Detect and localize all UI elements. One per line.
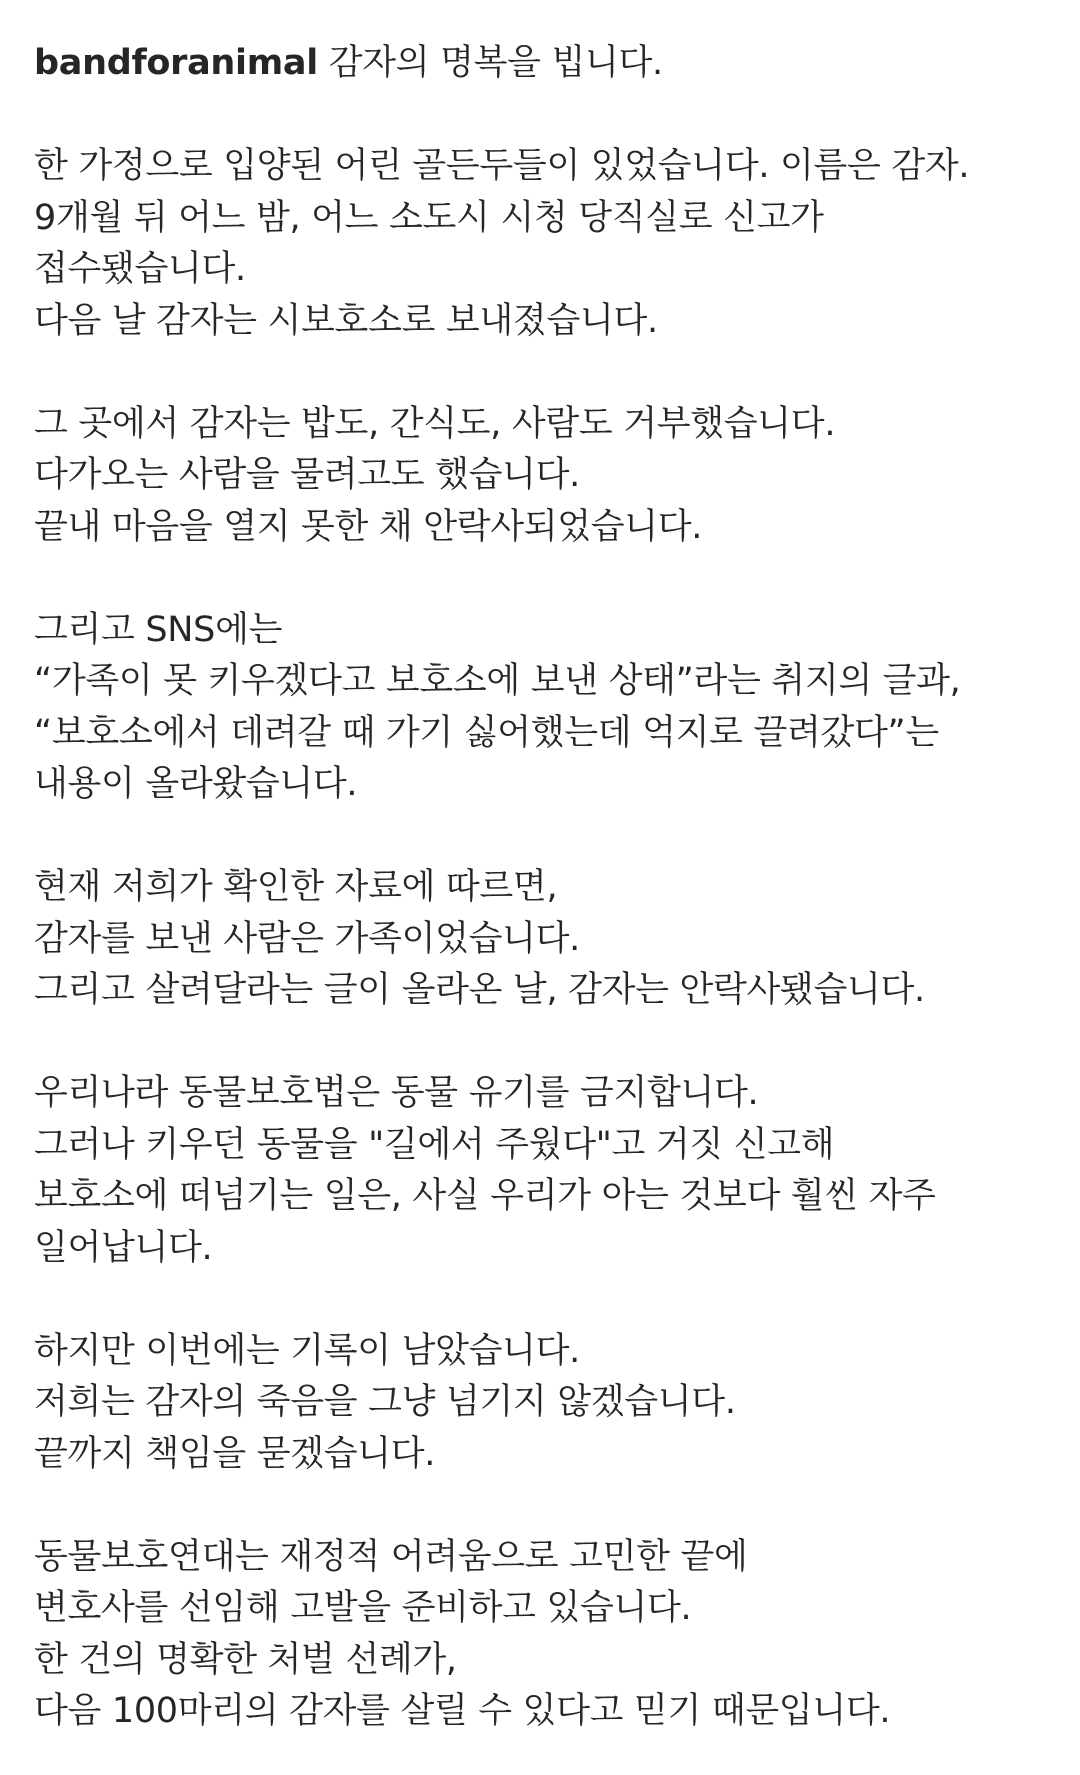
paragraph-gap [34, 347, 1054, 399]
caption-line: 우리나라 동물보호법은 동물 유기를 금지합니다. [34, 1073, 759, 1113]
paragraph-gap [34, 1480, 1054, 1532]
paragraph-3 [34, 605, 1054, 811]
paragraph-gap [34, 1017, 1054, 1069]
caption-line: 끝내 마음을 열지 못한 채 안락사되었습니다. [34, 506, 703, 547]
caption-header-line [34, 38, 1054, 90]
caption-line: 저희는 감자의 죽음을 그냥 넘기지 않겠습니다. [34, 1382, 736, 1422]
paragraph-4 [34, 862, 1054, 1017]
caption-line: 그 곳에서 감자는 밥도, 간식도, 사람도 거부했습니다. [34, 403, 836, 444]
paragraph-gap [34, 1274, 1054, 1326]
caption-line: 한 가정으로 입양된 어린 골든두들이 있었습니다. 이름은 감자. [34, 146, 970, 186]
caption-line: 현재 저희가 확인한 자료에 따르면, [34, 867, 558, 907]
caption-line: 내용이 올라왔습니다. [34, 764, 358, 804]
caption-line: 변호사를 선임해 고발을 준비하고 있습니다. [34, 1588, 692, 1628]
caption-line: 그러나 키우던 동물을 "길에서 주웠다"고 거짓 신고해 [34, 1124, 835, 1165]
caption-line: “보호소에서 데려갈 때 가기 싫어했는데 억지로 끌려갔다”는 [34, 712, 939, 753]
caption-line: 동물보호연대는 재정적 어려움으로 고민한 끝에 [34, 1536, 748, 1577]
caption-line: 다음 100마리의 감자를 살릴 수 있다고 믿기 때문입니다. [34, 1691, 891, 1731]
caption-line: 보호소에 떠넘기는 일은, 사실 우리가 아는 것보다 훨씬 자주 [34, 1176, 936, 1216]
paragraph-5 [34, 1068, 1054, 1274]
paragraph-gap [34, 553, 1054, 605]
paragraph-gap [34, 90, 1054, 142]
paragraph-7 [34, 1532, 1054, 1738]
caption-line: 다음 날 감자는 시보호소로 보내졌습니다. [34, 300, 658, 341]
caption-line: 하지만 이번에는 기록이 남았습니다. [34, 1330, 580, 1371]
paragraph-6 [34, 1326, 1054, 1481]
caption-line: 그리고 SNS에는 [34, 609, 283, 650]
caption-line: 한 건의 명확한 처벌 선례가, [34, 1639, 457, 1680]
caption-line: 9개월 뒤 어느 밤, 어느 소도시 시청 당직실로 신고가 [34, 197, 824, 238]
post-caption [34, 38, 1054, 1738]
paragraph-gap [34, 811, 1054, 863]
paragraph-1 [34, 141, 1054, 347]
caption-line: 감자를 보낸 사람은 가족이었습니다. [34, 918, 580, 959]
caption-line: 끝까지 책임을 묻겠습니다. [34, 1433, 436, 1474]
caption-line: 접수됐습니다. [34, 249, 246, 289]
caption-line: 다가오는 사람을 물려고도 했습니다. [34, 455, 580, 495]
username-link[interactable]: bandforanimal [34, 43, 318, 83]
caption-line: “가족이 못 키우겠다고 보호소에 보낸 상태”라는 취지의 글과, [34, 661, 961, 701]
caption-line: 일어납니다. [34, 1227, 213, 1268]
caption-first-line: 감자의 명복을 빕니다. [328, 43, 663, 83]
caption-line: 그리고 살려달라는 글이 올라온 날, 감자는 안락사됐습니다. [34, 970, 925, 1010]
paragraph-2 [34, 399, 1054, 554]
